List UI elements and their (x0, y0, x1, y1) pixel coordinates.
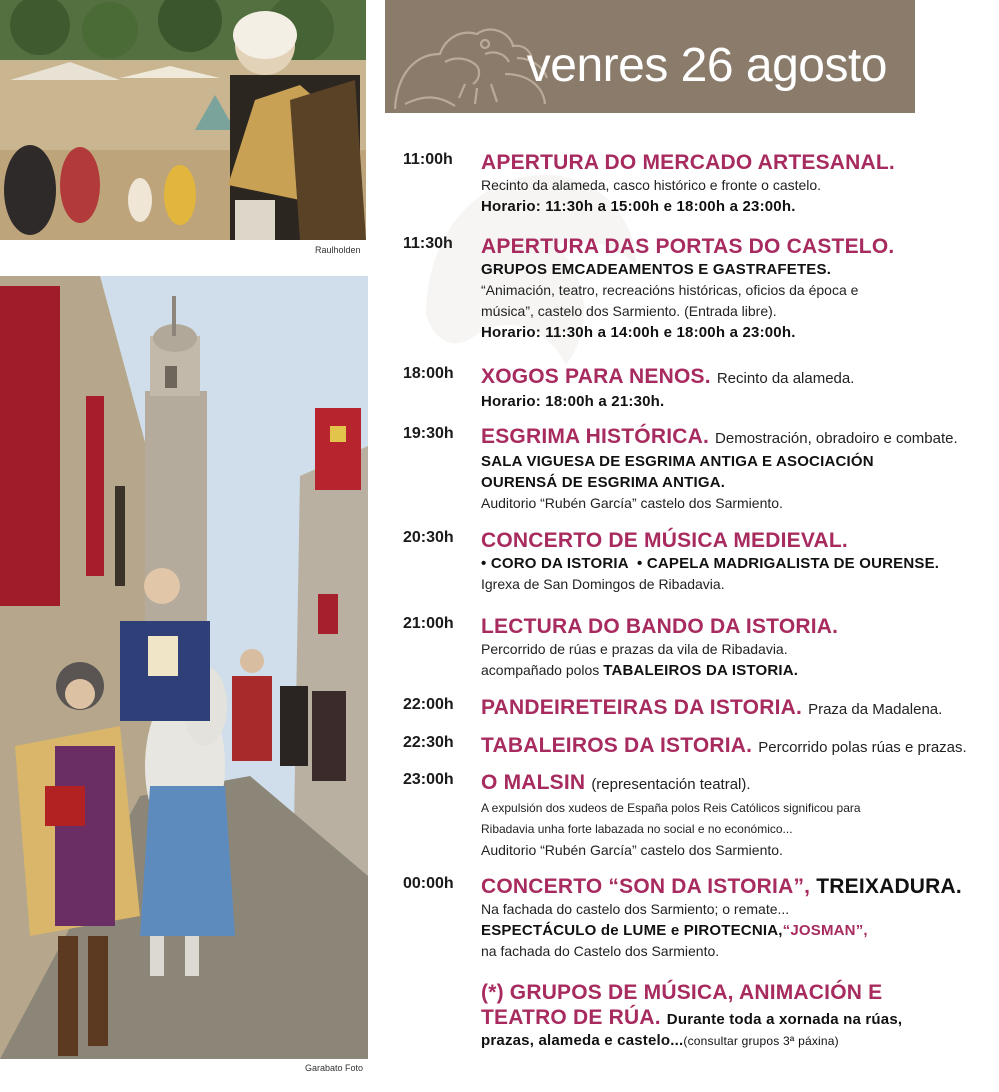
event-detail: Igrexa de San Domingos de Ribadavia. (481, 576, 725, 592)
event-time: 20:30h (403, 529, 454, 546)
note-detail: Durante toda a xornada na rúas, (666, 1011, 903, 1028)
medieval-market-photo (0, 0, 366, 240)
note-reference: (consultar grupos 3ª páxina) (683, 1034, 839, 1048)
event-hours: Horario: 11:30h a 15:00h e 18:00h a 23:00h. (481, 198, 796, 215)
event-title: PANDEIRETEIRAS DA ISTORIA. (481, 696, 803, 719)
event-title: APERTURA DO MERCADO ARTESANAL. (481, 151, 895, 174)
event-group: GRUPOS EMCADEAMENTOS E GASTRAFETES. (481, 261, 832, 278)
note-detail: prazas, alameda e castelo... (481, 1032, 684, 1049)
event-title: ESGRIMA HISTÓRICA. (481, 425, 709, 448)
event-detail: Percorrido de rúas e prazas da vila de Ribadavia. (481, 641, 788, 657)
event-time: 22:00h (403, 696, 454, 713)
header-banner (385, 0, 915, 113)
event-group: TABALEIROS DA ISTORIA. (603, 662, 799, 679)
event-location: Praza da Madalena. (808, 701, 943, 718)
event-time: 18:00h (403, 365, 454, 382)
event-time: 00:00h (403, 875, 454, 892)
event-detail: “Animación, teatro, recreacións históricas, oficios da época e (481, 282, 859, 298)
event-description: Demostración, obradoiro e combate. (715, 430, 958, 447)
note-title: (*) GRUPOS DE MÚSICA, ANIMACIÓN E (481, 981, 883, 1004)
event-time: 11:00h (403, 151, 453, 168)
event-time: 19:30h (403, 425, 454, 442)
event-time: 11:30h (403, 235, 453, 252)
event-title: CONCERTO “SON DA ISTORIA”, (481, 875, 811, 898)
photo-credit-bottom: Garabato Foto (305, 1063, 364, 1073)
event-detail: na fachada do Castelo dos Sarmiento. (481, 943, 720, 959)
event-group: SALA VIGUESA DE ESGRIMA ANTIGA E ASOCIACIÓN (481, 453, 874, 470)
page-title: venres 26 agosto (526, 39, 887, 92)
event-detail: Ribadavia unha forte labazada no social e no económico... (481, 822, 793, 836)
event-title: TABALEIROS DA ISTORIA. (481, 734, 753, 757)
event-detail: Na fachada do castelo dos Sarmiento; o remate... (481, 901, 790, 917)
event-time: 22:30h (403, 734, 454, 751)
event-description: (representación teatral). (591, 776, 751, 793)
event-group: OURENSÁ DE ESGRIMA ANTIGA. (481, 474, 726, 491)
event-hours: Horario: 18:00h a 21:30h. (481, 393, 665, 410)
event-title: LECTURA DO BANDO DA ISTORIA. (481, 615, 839, 638)
event-group: • CORO DA ISTORIA • CAPELA MADRIGALISTA DE OURENSE. (481, 555, 940, 572)
event-hours: Horario: 11:30h a 14:00h e 18:00h a 23:00h. (481, 324, 796, 341)
event-title: APERTURA DAS PORTAS DO CASTELO. (481, 235, 895, 258)
event-performer: TREIXADURA. (816, 875, 962, 898)
event-performer: “JOSMAN”, (782, 922, 868, 939)
event-title: CONCERTO DE MÚSICA MEDIEVAL. (481, 529, 848, 552)
event-detail: Auditorio “Rubén García” castelo dos Sarmiento. (481, 842, 783, 858)
event-time: 23:00h (403, 771, 454, 788)
event-title: XOGOS PARA NENOS. (481, 365, 711, 388)
event-location: Recinto da alameda. (716, 370, 855, 387)
event-time: 21:00h (403, 615, 454, 632)
event-detail: A expulsión dos xudeos de España polos Reis Católicos significou para (481, 801, 861, 815)
note-title: TEATRO DE RÚA. (481, 1006, 661, 1029)
event-title: O MALSIN (481, 771, 586, 794)
event-detail: Auditorio “Rubén García” castelo dos Sarmiento. (481, 495, 783, 511)
event-location: Percorrido polas rúas e prazas. (758, 739, 967, 756)
photo-credit-top: Raulholden (315, 245, 361, 255)
event-detail: Recinto da alameda, casco histórico e fronte o castelo. (481, 177, 822, 193)
event-group: ESPECTÁCULO de LUME e PIROTECNIA, (481, 922, 783, 939)
event-detail: música”, castelo dos Sarmiento. (Entrada libre). (481, 303, 777, 319)
event-detail: acompañado polos (481, 662, 600, 678)
procession-photo (0, 276, 368, 1059)
